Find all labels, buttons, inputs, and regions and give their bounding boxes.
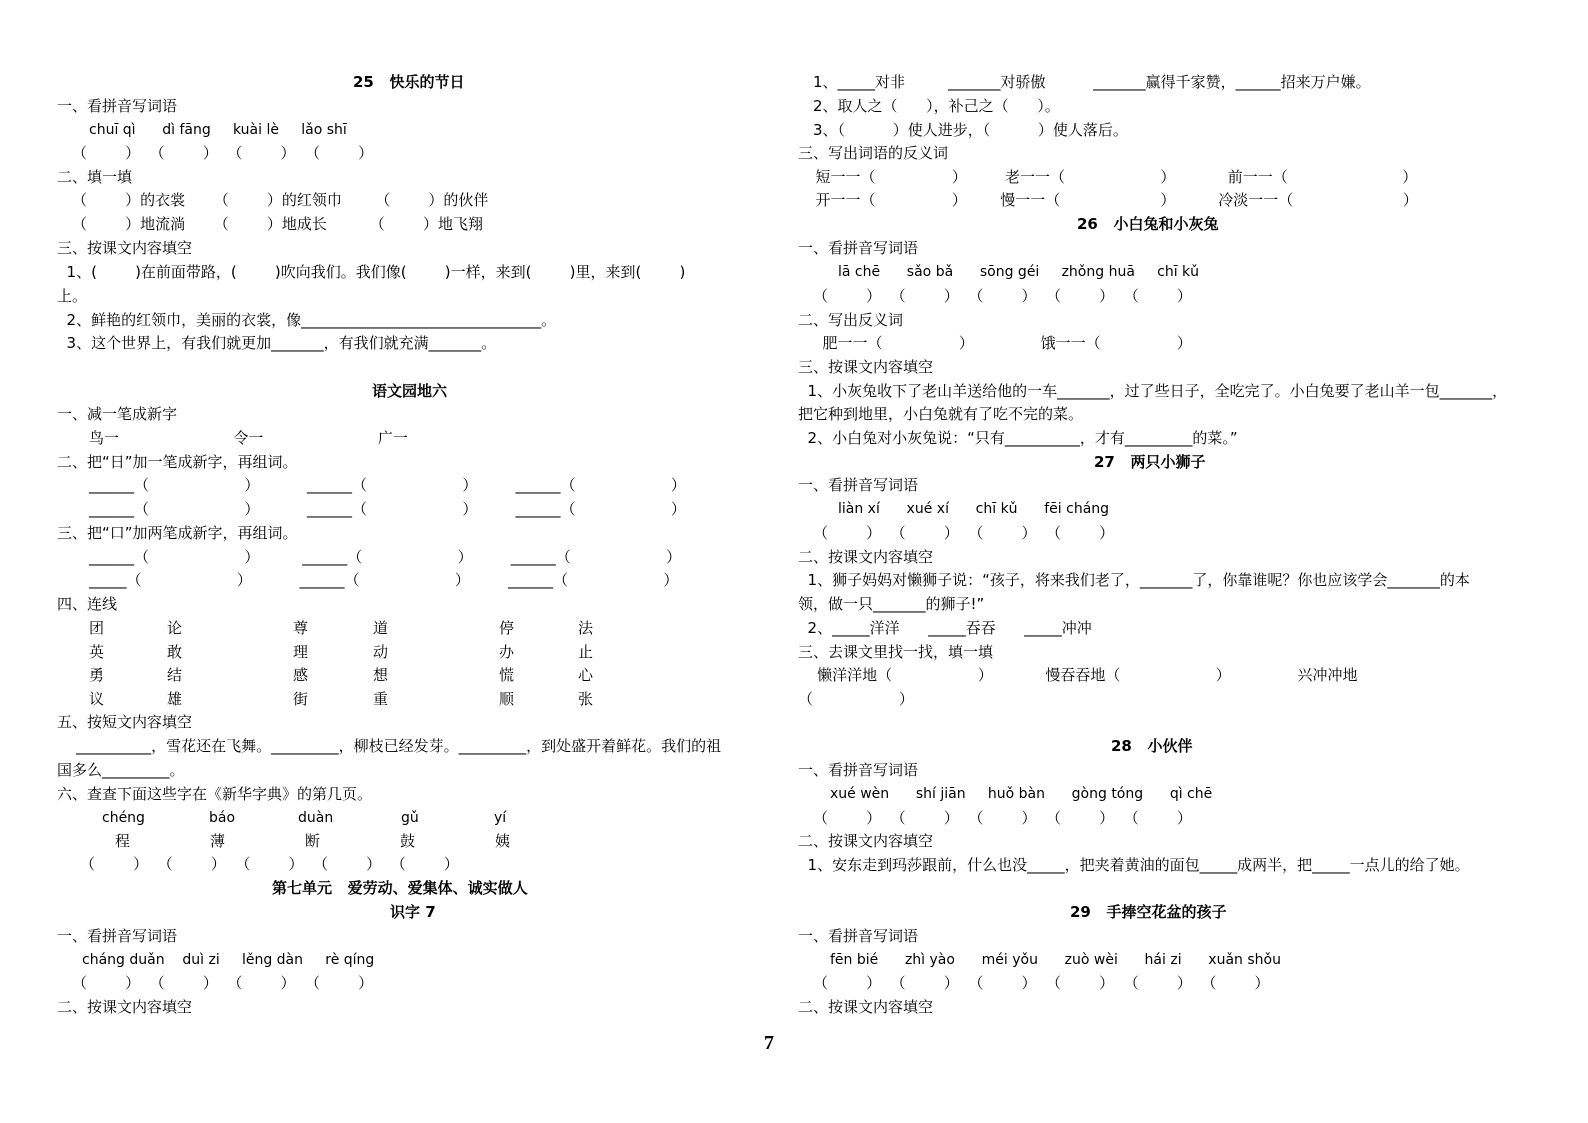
l27-pinyin-row: liàn xí xué xí chī kǔ fēi cháng [838, 501, 1110, 517]
l26-section3-heading: 三、按课文内容填空 [798, 358, 934, 376]
l26-question-2: 2、小白兔对小灰兔说：“只有__________，才有_________的菜。” [798, 429, 1238, 447]
l25-fill-line-2: （ ）地流淌 （ ）地成长 （ ）地飞翔 [72, 215, 483, 233]
l26-question-1-cont: 把它种到地里，小白兔就有了吃不完的菜。 [798, 405, 1084, 423]
l29-section1-heading: 一、看拼音写词语 [798, 927, 919, 945]
l25-answer-brackets: （ ） （ ） （ ） （ ） [72, 144, 374, 162]
y6-section5-heading: 五、按短文内容填空 [57, 713, 193, 731]
l29-pinyin-row: fēn bié zhì yào méi yǒu zuò wèi hái zi xuǎn shǒu [830, 952, 1281, 968]
y6-ri-row-2: ______（ ） ______（ ） ______（ ） [89, 500, 686, 518]
y6-subtract-row: 鸟一 令一 广一 [89, 429, 408, 447]
r-antonym-row-2: 开一一（ ） 慢一一（ ） 冷淡一一（ ） [806, 191, 1418, 209]
match-char: 敢 [167, 643, 183, 661]
lesson29-title: 29 手捧空花盆的孩子 [1070, 903, 1227, 921]
match-char: 动 [373, 643, 389, 661]
l26-pinyin-row: lā chē sǎo bǎ sōng géi zhǒng huā chī kǔ [838, 264, 1200, 280]
l27-answer-brackets: （ ） （ ） （ ） （ ） [813, 524, 1115, 542]
l27-section3-heading: 三、去课文里找一找，填一填 [798, 643, 994, 661]
dict-char: 程 [115, 832, 131, 850]
lesson28-title: 28 小伙伴 [1111, 737, 1193, 755]
dict-answer-brackets: （ ） （ ） （ ） （ ） （ ） [80, 855, 459, 873]
l27-section1-heading: 一、看拼音写词语 [798, 476, 919, 494]
s7-section1-heading: 一、看拼音写词语 [57, 927, 178, 945]
match-char: 勇 [89, 666, 105, 684]
shizi7-title: 识字 7 [390, 903, 436, 921]
lesson27-title: 27 两只小狮子 [1094, 453, 1206, 471]
y6-kou-row-1: ______（ ） ______（ ） ______（ ） [89, 548, 682, 566]
dict-pinyin: báo [209, 810, 236, 826]
match-char: 团 [89, 619, 105, 637]
l28-question-1: 1、安东走到玛莎跟前，什么也没_____，把夹着黄油的面包_____成两半，把_____一点儿的给了她。 [798, 856, 1470, 874]
match-char: 街 [293, 690, 309, 708]
unit7-title: 第七单元 爱劳动、爱集体、诚实做人 [272, 879, 528, 897]
l26-section2-heading: 二、写出反义词 [798, 311, 904, 329]
l25-question-1: 1、( )在前面带路，( )吹向我们。我们像( )一样，来到( )里，来到( ) [57, 263, 686, 281]
l26-antonym-row: 肥一一（ ） 饿一一（ ） [813, 334, 1192, 352]
l25-fill-line-1: （ ）的衣裳 （ ）的红领巾 （ ）的伙伴 [72, 191, 489, 209]
l29-section2-heading: 二、按课文内容填空 [798, 998, 934, 1016]
match-char: 止 [578, 643, 594, 661]
lesson26-title: 26 小白兔和小灰兔 [1077, 215, 1219, 233]
y6-section2-heading: 二、把“日”加一笔成新字，再组词。 [57, 453, 298, 471]
y6-kou-row-2: _____（ ） ______（ ） ______（ ） [89, 571, 679, 589]
l29-answer-brackets: （ ） （ ） （ ） （ ） （ ） （ ） [813, 974, 1270, 992]
match-char: 停 [499, 619, 515, 637]
match-char: 法 [578, 619, 594, 637]
l26-answer-brackets: （ ） （ ） （ ） （ ） （ ） [813, 287, 1192, 305]
s7-section2-heading: 二、按课文内容填空 [57, 998, 193, 1016]
l25-question-1-cont: 上。 [57, 287, 88, 305]
y6-ri-row-1: ______（ ） ______（ ） ______（ ） [89, 476, 686, 494]
r-proverb-2: 2、取人之（ ），补己之（ ）。 [813, 97, 1060, 115]
l27-find-row-cont: （ ） [798, 690, 914, 708]
l25-question-3: 3、这个世界上，有我们就更加_______，有我们就充满_______。 [57, 334, 497, 352]
s7-pinyin-row: cháng duǎn duì zi lěng dàn rè qíng [82, 952, 375, 968]
page-number: 7 [764, 1032, 774, 1054]
l27-section2-heading: 二、按课文内容填空 [798, 548, 934, 566]
l28-section1-heading: 一、看拼音写词语 [798, 761, 919, 779]
dict-char: 薄 [210, 832, 226, 850]
match-char: 理 [293, 643, 309, 661]
l28-pinyin-row: xué wèn shí jiān huǒ bàn gòng tóng qì chē [830, 786, 1213, 802]
y6-section1-heading: 一、减一笔成新字 [57, 405, 178, 423]
y6-passage-line-2: 国多么_________。 [57, 761, 185, 779]
l27-find-row: 懒洋洋地（ ） 慢吞吞地（ ） 兴冲冲地 [798, 666, 1358, 684]
y6-section4-heading: 四、连线 [57, 595, 118, 613]
y6-passage-line-1: __________，雪花还在飞舞。_________，柳枝已经发芽。_________，到处盛开着鲜花。我们的祖 [57, 737, 722, 755]
dict-pinyin: yí [494, 810, 507, 826]
match-char: 想 [373, 666, 389, 684]
y6-section6-heading: 六、查查下面这些字在《新华字典》的第几页。 [57, 785, 373, 803]
dict-char: 姨 [495, 832, 511, 850]
dict-char: 鼓 [400, 832, 416, 850]
l26-question-1: 1、小灰兔收下了老山羊送给他的一车_______，过了些日子，全吃完了。小白兔要了老山羊一包_______， [798, 382, 1508, 400]
l28-section2-heading: 二、按课文内容填空 [798, 832, 934, 850]
match-char: 慌 [499, 666, 515, 684]
match-char: 道 [373, 619, 389, 637]
s7-answer-brackets: （ ） （ ） （ ） （ ） [72, 974, 374, 992]
l25-question-2: 2、鲜艳的红领巾，美丽的衣裳，像________________________________。 [57, 311, 557, 329]
l25-section1-heading: 一、看拼音写词语 [57, 97, 178, 115]
match-char: 英 [89, 643, 105, 661]
dict-char: 断 [305, 832, 321, 850]
match-char: 心 [578, 666, 594, 684]
match-char: 重 [373, 690, 389, 708]
l27-question-1: 1、狮子妈妈对懒狮子说：“孩子，将来我们老了，_______了，你靠谁呢？你也应该学会_______的本 [798, 571, 1470, 589]
l27-question-2: 2、_____洋洋 _____吞吞 _____冲冲 [798, 619, 1092, 637]
match-char: 结 [167, 666, 183, 684]
match-char: 张 [578, 690, 594, 708]
match-char: 办 [499, 643, 515, 661]
l25-pinyin-row: chuī qì dì fāng kuài lè lǎo shī [89, 122, 347, 138]
r-proverb-1: 1、_____对非 _______对骄傲 _______赢得千家赞，______招来万户嫌。 [813, 73, 1371, 91]
lesson25-title: 25 快乐的节日 [353, 73, 465, 91]
l25-section2-heading: 二、填一填 [57, 168, 133, 186]
match-char: 议 [89, 690, 105, 708]
match-char: 论 [167, 619, 183, 637]
match-char: 感 [293, 666, 309, 684]
match-char: 顺 [499, 690, 515, 708]
r-antonym-heading: 三、写出词语的反义词 [798, 144, 949, 162]
y6-section3-heading: 三、把“口”加两笔成新字，再组词。 [57, 524, 298, 542]
match-char: 雄 [167, 690, 183, 708]
l26-section1-heading: 一、看拼音写词语 [798, 239, 919, 257]
l28-answer-brackets: （ ） （ ） （ ） （ ） （ ） [813, 809, 1192, 827]
dict-pinyin: chéng [102, 810, 145, 826]
dict-pinyin: duàn [298, 810, 334, 826]
dict-pinyin: gǔ [401, 810, 419, 826]
l27-question-1-cont: 领，做一只_______的狮子!” [798, 595, 985, 613]
r-antonym-row-1: 短一一（ ） 老一一（ ） 前一一（ ） [806, 168, 1418, 186]
match-char: 尊 [293, 619, 309, 637]
r-proverb-3: 3、（ ）使人进步，（ ）使人落后。 [813, 121, 1128, 139]
l25-section3-heading: 三、按课文内容填空 [57, 239, 193, 257]
yuwen6-title: 语文园地六 [372, 382, 448, 400]
